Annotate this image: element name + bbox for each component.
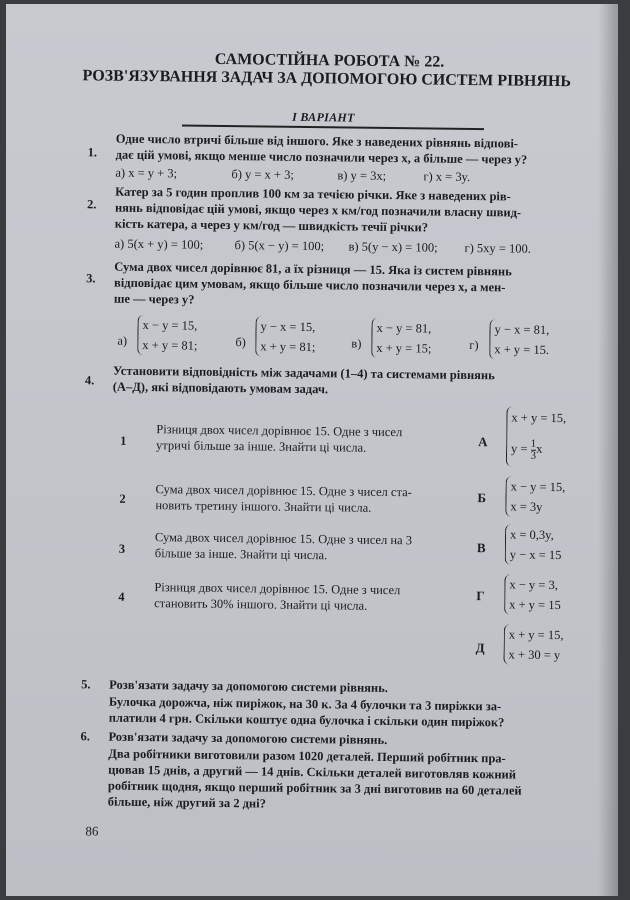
equation: x + y = 15. [494,342,550,357]
match-problem-1-number: 1 [120,433,127,448]
task3-option-b-system [255,316,316,357]
match-system-c-letter: В [476,540,486,556]
task3-text-line2: відповідає цим умовам, якщо більше число позначили через x, а мен- [113,275,506,295]
equation: x + y = 15, [511,410,567,426]
task1-option-b: б) y = x + 3; [231,167,294,182]
task6-text-line1: Розв'язати задачу за допомогою системи рівнянь. [108,729,388,748]
task2-text-line1: Катер за 5 годин проплив 100 км за течією річки. Яке з наведених рів- [115,184,511,204]
task6-text-line4: робітник щодня, якщо перший робітник за 3 дні виготовив на 60 деталей [107,778,522,798]
equation-part: y = [510,441,528,456]
task2-text-line2: нянь відповідає цій умові, якщо через x км/год позначили власну швид- [114,200,522,220]
equation: x − y = 15, [510,479,566,495]
match-problem-2-line2: новить третину іншого. Знайти ці числа. [155,498,372,515]
content [6,4,618,896]
equation: x + y = 15, [508,627,564,643]
task1-option-d: г) x = 3y. [423,169,471,184]
task2-option-d: г) 5xy = 100. [464,240,531,256]
task1-text-line2: дає цій умові, якщо менше число позначили через x, а більше — через y? [115,147,528,167]
task6-number: 6. [80,729,90,744]
equation: y − x = 15, [260,319,316,335]
task3-option-a-system [137,315,198,356]
worksheet-subtitle: РОЗВ'ЯЗУВАННЯ ЗАДАЧ ЗА ДОПОМОГОЮ СИСТЕМ РІВНЯНЬ [82,67,572,91]
match-system-d [504,574,561,615]
variant-label: I ВАРІАНТ [292,109,355,125]
match-problem-3-line2: більше за інше. Знайти ці числа. [154,546,328,563]
task2-text-line3: кість катера, а через y км/год — швидкість течії річки? [114,216,429,235]
equation: x − y = 15, [142,317,198,333]
task4-number: 4. [84,373,95,388]
match-problem-3-number: 3 [118,541,126,556]
task1-option-a: а) x = y + 3; [115,165,178,181]
task5-text-line3: платили 4 грн. Скільки коштує одна булочка і скільки один пиріжок? [108,710,505,730]
match-problem-3-line1: Сума двох чисел дорівнює 15. Одне з чисел на 3 [154,530,413,548]
equation: x + y = 15 [509,597,561,613]
equation: x + y = 81; [142,337,198,353]
match-system-c [505,524,562,565]
match-system-e-letter: Д [475,640,485,656]
equation: y − x = 15 [509,547,562,563]
variant-underline [182,124,484,130]
task6-text-line2: Два робітники виготовили разом 1020 деталей. Перший робітник пра- [108,746,506,766]
task3-number: 3. [86,271,96,286]
match-problem-2-number: 2 [119,491,126,506]
task1-text-line1: Одне число втричі більше від іншого. Яке з наведених рівнянь відпові- [115,131,519,151]
task1-number: 1. [87,145,98,160]
equation: y − x = 81, [494,322,550,337]
equation: x + 30 = y [508,647,561,663]
match-system-a [506,406,566,467]
page [6,4,618,896]
task3-option-c-system [371,318,432,359]
worksheet-title: САМОСТІЙНА РОБОТА № 22. [214,50,445,71]
equation-with-fraction [511,431,566,468]
match-problem-4-line1: Різниця двох чисел дорівнює 15. Одне з чисел [154,580,401,598]
match-system-e [503,624,563,665]
task6-text-line5: більше, ніж другий за 2 дні? [107,794,266,811]
match-problem-1-line2: утричі більше за інше. Знайти ці числа. [156,438,367,455]
match-problem-4-line2: становить 30% іншого. Знайти ці числа. [154,596,368,613]
match-system-b [505,476,565,517]
fraction-denominator: 3 [530,449,537,462]
task4-text-line1: Установити відповідність між задачами (1–4) та системами рівнянь [112,363,495,383]
equation: x + y = 15; [376,340,432,356]
match-system-a-letter: А [478,434,488,450]
task4-text-line2: (А–Д), які відповідають умовам задач. [112,379,329,397]
task3-text-line3: ше — через y? [113,291,195,307]
task5-text-line1: Розв'язати задачу за допомогою системи рівнянь. [109,677,388,696]
task3-text-line1: Сума двох чисел дорівнює 81, а їх різниця — 15. Яка із систем рівнянь [114,259,512,279]
equation: x = 0,3y, [509,527,554,543]
task6-text-line3: цював 15 днів, а другий — 14 днів. Скільки деталей виготовляв кожний [108,762,517,782]
task2-option-b: б) 5(x − y) = 100; [234,238,325,254]
equation: x − y = 3, [509,577,558,593]
task2-option-a: а) 5(x + y) = 100; [114,236,204,252]
task3-option-b-label: б) [235,335,246,350]
task3-option-d-system [489,319,549,360]
page-edge-shadow [598,4,618,896]
task3-option-a-label: а) [117,333,128,348]
task5-number: 5. [81,677,91,692]
match-problem-1-line1: Різниця двох чисел дорівнює 15. Одне з чисел [156,422,403,440]
task3-option-c-label: в) [351,336,362,351]
task2-number: 2. [86,197,97,212]
equation-part: x [536,441,543,456]
task1-option-c: в) y = 3x; [337,168,387,183]
task3-option-d-label: г) [469,337,479,353]
match-problem-4-number: 4 [118,589,125,604]
task2-option-c: в) 5(y − x) = 100; [348,239,438,255]
page-number: 86 [85,823,99,839]
match-system-b-letter: Б [477,490,487,506]
task5-text-line2: Булочка дорожча, ніж пиріжок, на 30 к. За 4 булочки та 3 пиріжки за- [108,694,502,714]
equation: x = 3y [510,499,543,514]
equation: x + y = 81; [260,339,316,355]
match-system-d-letter: Г [476,588,485,604]
fraction-numerator: 1 [530,437,537,450]
match-problem-2-line1: Сума двох чисел дорівнює 15. Одне з чисел ста- [155,482,412,500]
equation: x − y = 81, [376,320,432,336]
